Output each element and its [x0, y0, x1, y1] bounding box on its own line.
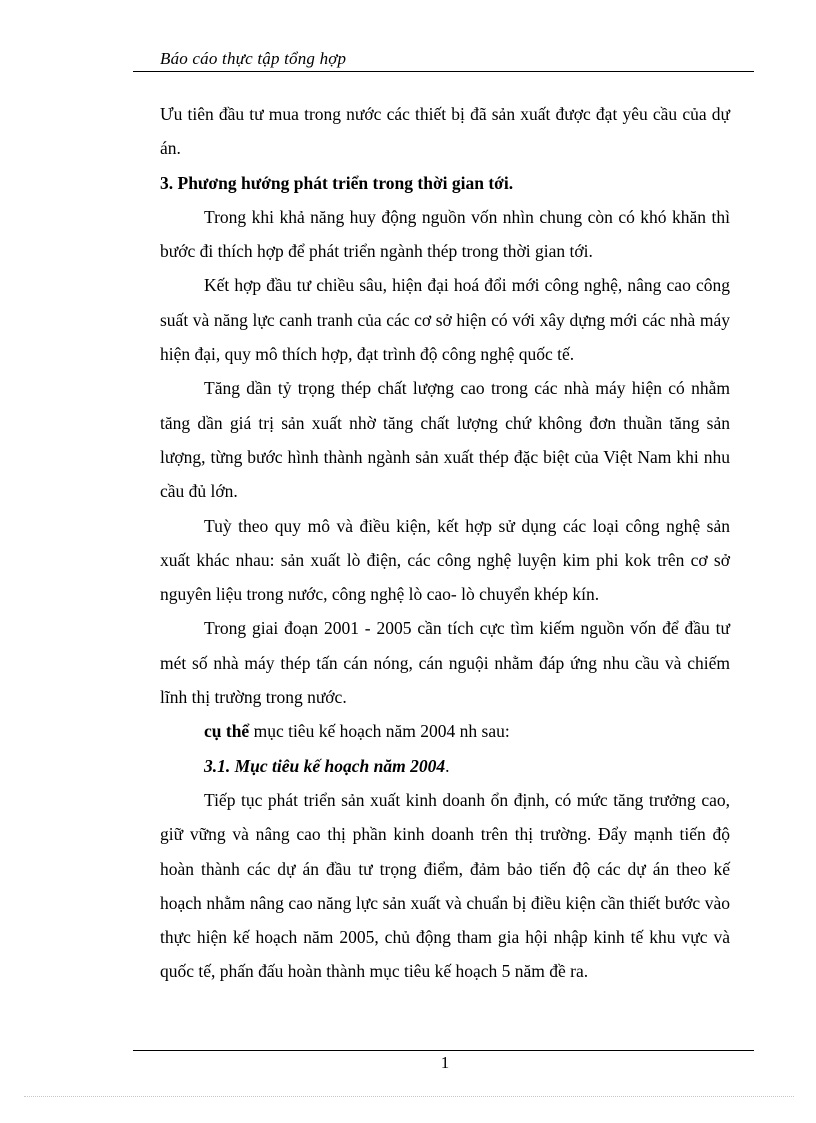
paragraph-priority-domestic: Ưu tiên đầu tư mua trong nước các thiết bị đã sản xuất được đạt yêu cầu của dự án. — [160, 104, 730, 159]
paragraph-technology-mix: Tuỳ theo quy mô và điều kiện, kết hợp sử dụng các loại công nghệ sản xuất khác nhau: sản xuất lò điện, các công nghệ luyện kim phi kok trên cơ sở nguyên liệu trong nước, công nghệ lò cao- lò chuyển khép kín. — [160, 515, 730, 605]
subsection-heading-3-1-text: 3.1. Mục tiêu kế hoạch năm 2004 — [204, 755, 446, 776]
paragraph-mobilize-capital: Trong khi khả năng huy động nguồn vốn nhìn chung còn có khó khăn thì bước đi thích hợp để phát triển ngành thép trong thời gian tới. — [160, 206, 730, 262]
page-number: 1 — [440, 1053, 450, 1072]
section-heading-3: 3. Phương hướng phát triển trong thời gian tới. — [160, 172, 514, 193]
paragraph-deep-investment: Kết hợp đầu tư chiều sâu, hiện đại hoá đổi mới công nghệ, nâng cao công suất và năng lực canh tranh của các cơ sở hiện có với xây dựng mới các nhà máy hiện đại, quy mô thích hợp, đạt trình độ công nghệ quốc tế. — [160, 275, 730, 365]
footer-divider — [133, 1050, 754, 1051]
subsection-heading-3-1 — [160, 749, 730, 783]
page-header-title: Báo cáo thực tập tổng hợp — [160, 49, 347, 68]
page-body — [160, 97, 730, 989]
paragraph-high-quality-steel: Tăng dần tỷ trọng thép chất lượng cao trong các nhà máy hiện có nhằm tăng dần giá trị sản xuất nhờ tăng chất lượng chứ không đơn thuần tăng sản lượng, từng bước hình thành ngành sản xuất thép đặc biệt của Việt Nam khi nhu cầu đủ lớn. — [160, 378, 730, 502]
paragraph-2001-2005: Trong giai đoạn 2001 - 2005 cần tích cực tìm kiếm nguồn vốn để đầu tư mét số nhà máy thép tấn cán nóng, cán nguội nhằm đáp ứng nhu cầu và chiếm lĩnh thị trường trong nước. — [160, 618, 730, 708]
page-edge-border — [24, 1096, 794, 1097]
header-divider — [133, 71, 754, 72]
paragraph-specific-targets — [160, 714, 730, 748]
specific-targets-bold: cụ thể — [204, 721, 250, 742]
specific-targets-rest: mục tiêu kế hoạch năm 2004 nh sau: — [249, 721, 510, 742]
paragraph-2004-targets: Tiếp tục phát triển sản xuất kinh doanh ổn định, có mức tăng trưởng cao, giữ vững và nâng cao thị phần kinh doanh trên thị trường. Đẩy mạnh tiến độ hoàn thành các dự án đầu tư trọng điểm, đảm bảo tiến độ các dự án theo kế hoạch nhằm nâng cao năng lực sản xuất và chuẩn bị điều kiện cần thiết bước vào thực hiện kế hoạch năm 2005, chủ động tham gia hội nhập kinh tế khu vực và quốc tế, phấn đấu hoàn thành mục tiêu kế hoạch 5 năm đề ra. — [160, 789, 730, 982]
subsection-heading-3-1-period: . — [445, 755, 450, 776]
